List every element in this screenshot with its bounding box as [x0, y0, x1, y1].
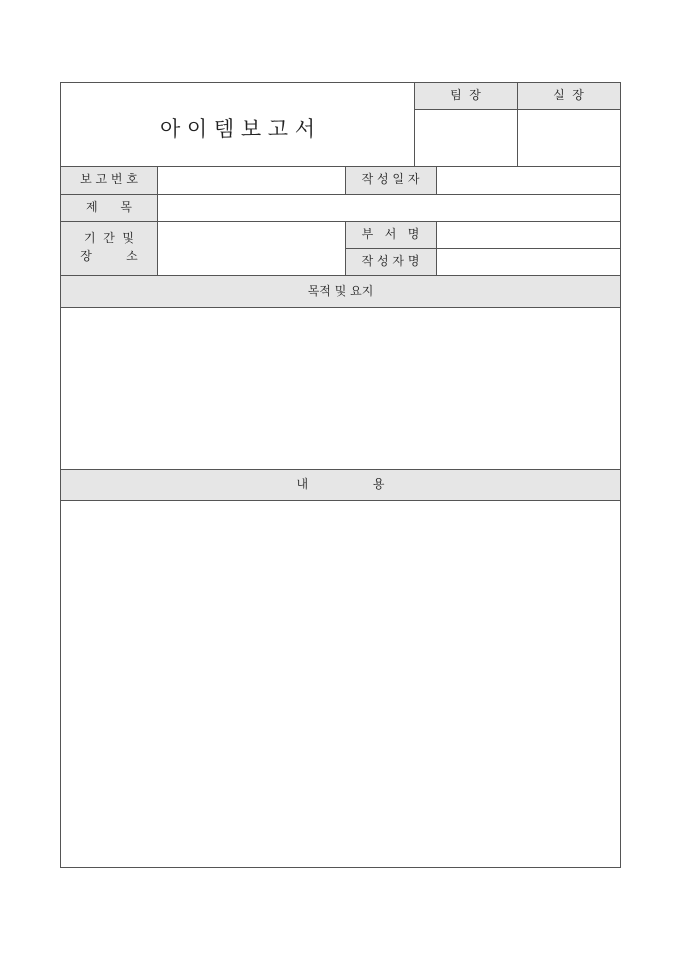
purpose-header-bottom-line — [61, 307, 620, 308]
content-header: 내 용 — [296, 477, 385, 491]
period-label-cell — [61, 221, 157, 275]
subject-label: 제 목 — [85, 200, 133, 214]
purpose-header: 목적 및 요지 — [307, 284, 374, 298]
purpose-body-area[interactable] — [67, 313, 614, 463]
report-number-label: 보 고 번 호 — [80, 172, 138, 186]
info-bottom-line — [61, 275, 620, 276]
content-body-area[interactable] — [67, 506, 614, 861]
header-bottom-line — [61, 166, 620, 167]
department-label: 부 서 명 — [361, 227, 420, 241]
purpose-body-bottom-line — [61, 469, 620, 470]
document-title: 아 이 템 보 고 서 — [159, 117, 316, 141]
department-field[interactable] — [441, 227, 616, 243]
written-date-field[interactable] — [441, 172, 616, 188]
report-number-field[interactable] — [161, 172, 341, 188]
period-location-field[interactable] — [161, 227, 341, 269]
team-leader-signature-box[interactable] — [415, 110, 516, 165]
office-head-signature-box[interactable] — [518, 110, 619, 165]
written-date-label: 작 성 일 자 — [361, 172, 420, 186]
content-header-bottom-line — [61, 500, 620, 501]
report-form — [60, 82, 621, 868]
row1-bottom-line — [61, 194, 620, 195]
middle-right-line-row3 — [436, 221, 437, 275]
label-column-line — [157, 166, 158, 275]
author-field[interactable] — [441, 254, 616, 270]
department-author-line — [345, 248, 620, 249]
period-label-line2: 장 소 — [80, 249, 138, 263]
middle-right-line-row1 — [436, 166, 437, 194]
subject-field[interactable] — [161, 200, 616, 216]
team-leader-label: 팀 장 — [450, 88, 481, 102]
period-label-line1: 기 간 및 — [83, 231, 135, 245]
row2-bottom-line — [61, 221, 620, 222]
author-label: 작 성 자 명 — [361, 254, 420, 268]
office-head-label: 실 장 — [553, 88, 584, 102]
